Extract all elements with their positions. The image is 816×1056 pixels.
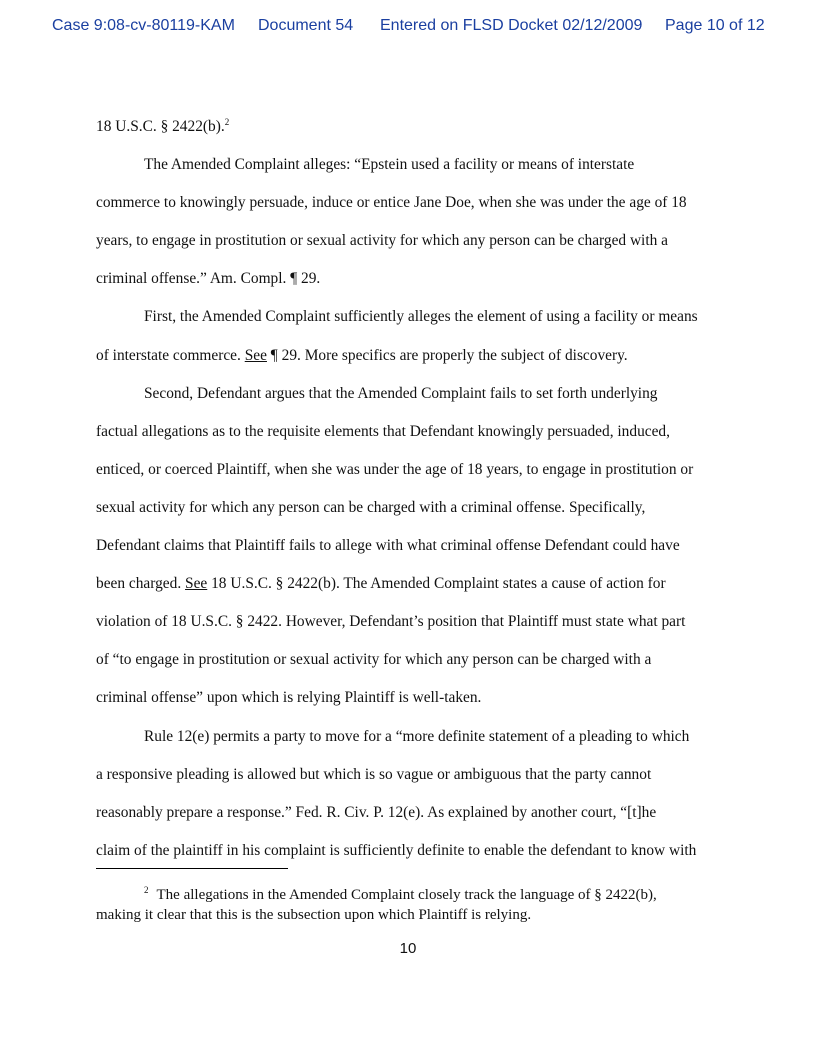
text-line: a responsive pleading is allowed but which is so vague or ambiguous that the party cannot bbox=[96, 765, 652, 783]
text-run: ¶ 29. More specifics are properly the subject of discovery. bbox=[266, 346, 628, 364]
text-line: years, to engage in prostitution or sexual activity for which any person can be charged with a bbox=[96, 232, 668, 250]
text-line: of “to engage in prostitution or sexual activity for which any person can be charged with a bbox=[96, 651, 652, 669]
footnote-marker: 2 bbox=[144, 885, 149, 895]
header-page-count: Page 10 of 12 bbox=[665, 17, 765, 34]
footnote-reference: 2 bbox=[224, 117, 230, 127]
page-number: 10 bbox=[399, 940, 417, 957]
text-line: commerce to knowingly persuade, induce or entice Jane Doe, when she was under the age of 18 bbox=[96, 194, 687, 212]
header-entered-date: Entered on FLSD Docket 02/12/2009 bbox=[380, 17, 643, 34]
footnote bbox=[96, 885, 726, 925]
text-line: Defendant claims that Plaintiff fails to allege with what criminal offense Defendant could have bbox=[96, 537, 680, 555]
text-line: violation of 18 U.S.C. § 2422. However, Defendant’s position that Plaintiff must state what part bbox=[96, 613, 686, 631]
header-case-number: Case 9:08-cv-80119-KAM bbox=[52, 17, 235, 34]
text-line: factual allegations as to the requisite elements that Defendant knowingly persuaded, induced, bbox=[96, 422, 670, 440]
text-line: Rule 12(e) permits a party to move for a “more definite statement of a pleading to which bbox=[144, 727, 690, 745]
text-line: First, the Amended Complaint sufficiently alleges the element of using a facility or means bbox=[144, 308, 698, 326]
footnote-line bbox=[96, 885, 726, 905]
text-run: of interstate commerce. bbox=[96, 346, 245, 364]
text-line: claim of the plaintiff in his complaint is sufficiently definite to enable the defendant to know with bbox=[96, 841, 697, 859]
text-line: reasonably prepare a response.” Fed. R. Civ. P. 12(e). As explained by another court, “[t]he bbox=[96, 803, 657, 821]
text-line bbox=[96, 337, 722, 375]
text-run: 18 U.S.C. § 2422(b). The Amended Complaint states a cause of action for bbox=[207, 575, 666, 593]
text-line: criminal offense” upon which is relying Plaintiff is well-taken. bbox=[96, 689, 482, 707]
footnote-text: The allegations in the Amended Complaint closely track the language of § 2422(b), bbox=[156, 887, 657, 903]
footnote-line: making it clear that this is the subsection upon which Plaintiff is relying. bbox=[96, 907, 532, 923]
text-line bbox=[96, 108, 722, 146]
see-signal: See bbox=[244, 346, 267, 364]
text-line: criminal offense.” Am. Compl. ¶ 29. bbox=[96, 270, 321, 288]
text-run: been charged. bbox=[96, 575, 186, 593]
text-run: 18 U.S.C. § 2422(b). bbox=[96, 118, 225, 135]
text-line: enticed, or coerced Plaintiff, when she was under the age of 18 years, to engage in prostitution or bbox=[96, 460, 694, 478]
text-line: The Amended Complaint alleges: “Epstein used a facility or means of interstate bbox=[144, 156, 635, 174]
footnote-divider bbox=[96, 868, 288, 869]
header-document-number: Document 54 bbox=[258, 17, 354, 34]
text-line bbox=[96, 565, 722, 603]
see-signal: See bbox=[185, 575, 208, 593]
body-text bbox=[96, 108, 722, 870]
text-line: sexual activity for which any person can be charged with a criminal offense. Specifically, bbox=[96, 498, 646, 516]
text-line: Second, Defendant argues that the Amended Complaint fails to set forth underlying bbox=[144, 384, 658, 402]
